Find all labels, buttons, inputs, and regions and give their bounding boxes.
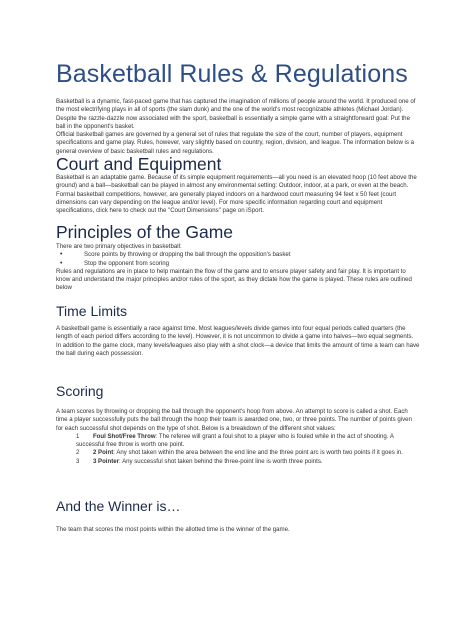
time-paragraph-1: A basketball game is essentially a race against time. Most leagues/levels divide games into four equal periods called quarters (the length of each period differs according to the level). However, it is not uncommon to divide a game into halves—two equal segments.: [56, 325, 414, 341]
court-heading: Court and Equipment: [56, 154, 222, 174]
principles-heading: Principles of the Game: [56, 222, 234, 242]
court-paragraph: Basketball is an adaptable game. Because of its simple equipment requirements—all you need is an elevated hoop (10 feet above the ground) and a ball—basketball can be played in almost any environmental setting: Outdoor, indoor, at a park, or even at the beach. Formal basketball competitions, however, are generally played indoors on a hardwood court measuring 94 feet x 50 feet (court dimensions can vary depending on the league and/or level). For more specific information regarding court and equipment specifications, click here to check out the "Court Dimensions" page on iSport.: [56, 174, 417, 215]
list-marker: 3: [76, 457, 80, 465]
intro-paragraph-2: Official basketball games are governed by a general set of rules that regulate the size of the court, number of players, equipment specifications and game play. Rules, however, vary slightly based on country, region, division, and league. The information below is a general overview of basic basketball rules and regulations.: [56, 131, 415, 155]
item-label: 2 Point: [92, 449, 114, 457]
time-limits-text: [56, 325, 420, 358]
list-item: [56, 449, 420, 457]
objectives-list: [56, 251, 420, 268]
item-text: : The referee will grant a foul shot to a player who is fouled while in the act of shooting. A successful free throw is worth one point.: [76, 432, 394, 449]
winner-text: [56, 526, 420, 534]
list-marker: 1: [76, 432, 80, 440]
principles-lead: There are two primary objectives in basketball:: [56, 243, 182, 250]
court-text: [56, 174, 420, 215]
list-item: [56, 433, 420, 450]
item-label: 3 Pointer: [92, 457, 120, 465]
list-item: • Stop the opponent from scoring: [56, 260, 420, 268]
winner-paragraph: The team that scores the most points within the allotted time is the winner of the game.: [56, 526, 290, 533]
scoring-heading: Scoring: [56, 383, 104, 399]
scoring-paragraph: A team scores by throwing or dropping the ball through the opponent's hoop from above. An attempt to score is called a shot. Each time a player successfully puts the ball through the hoop their team is awarded one, two, or three points. The number of points given for each successful shot depends on the type of shot. Below is a breakdown of the different shot values:: [56, 408, 412, 432]
principles-paragraph: Rules and regulations are in place to help maintain the flow of the game and to ensure player safety and fair play. It is important to know and understand the major principles and/or rules of the sport, as they dictate how the game is played. These rules are outlined below: [56, 267, 412, 292]
intro-text: [56, 98, 420, 156]
list-item: • Score points by throwing or dropping the ball through the opposition's basket: [56, 251, 420, 259]
page-title: Basketball Rules & Regulations: [56, 60, 408, 88]
intro-paragraph-1: Basketball is a dynamic, fast-paced game that has captured the imagination of millions of people around the world. It produced one of the most electrifying plays in all of sports (the slam dunk) and the one of the world's most recognizable athletes (Michael Jordan). Despite the razzle-dazzle now associated with the sport, basketball is essentially a simple game with a straightforward goal: Put the ball in the opponent's basket.: [56, 98, 416, 130]
item-label: Foul Shot/Free Throw: [92, 432, 156, 440]
scoring-text: [56, 408, 420, 466]
time-paragraph-2: In addition to the game clock, many levels/leagues also play with a shot clock—a device that limits the amount of time a team can have the ball during each possession.: [56, 341, 420, 357]
winner-heading: And the Winner is…: [56, 498, 181, 514]
list-marker: 2: [76, 449, 80, 457]
principles-text: [56, 243, 420, 293]
item-text: : Any shot taken within the area between the end line and the three point arc is worth two points if it goes in.: [113, 449, 403, 457]
list-item: [56, 458, 420, 466]
time-limits-heading: Time Limits: [56, 303, 128, 319]
item-text: : Any successful shot taken behind the three-point line is worth three points.: [119, 457, 323, 465]
